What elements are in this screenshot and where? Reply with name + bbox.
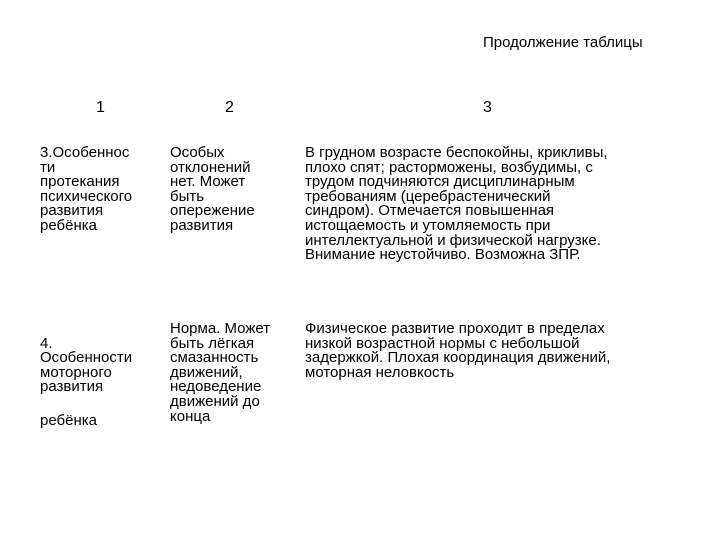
row2-col1-text: 4. Особенности моторного развития (40, 334, 133, 396)
row1-col3-cell: В грудном возрасте беспокойны, крикливы, плохо спят; расторможены, возбудимы, с трудом подчиняются дисциплинарным требованиям (церебрастенический синдром). Отмечается повышенная истощаемость и утомляемость при интеллектуальной и физической нагрузке. Внимание неустойчиво. Возможна ЗПР. (305, 144, 608, 264)
row1-col1-cell: 3.Особеннос ти протекания психического развития ребёнка (40, 144, 133, 234)
row2-col1-cell (40, 322, 166, 446)
column-number-2: 2 (225, 99, 234, 116)
row2-col3-cell: Физическое развитие проходит в пределах низкой возрастной нормы с небольшой задержкой. Плохая координация движений, моторная неловкость (305, 320, 611, 381)
row2-col2-cell: Норма. Может быть лёгкая смазанность движений, недоведение движений до конца (170, 320, 271, 425)
row2-col1-last-line: ребёнка (40, 411, 97, 429)
table-caption: Продолжение таблицы (483, 34, 643, 51)
column-number-3: 3 (483, 99, 492, 116)
row1-col2-cell: Особых отклонений нет. Может быть опережение развития (170, 144, 255, 234)
column-number-1: 1 (96, 99, 105, 116)
